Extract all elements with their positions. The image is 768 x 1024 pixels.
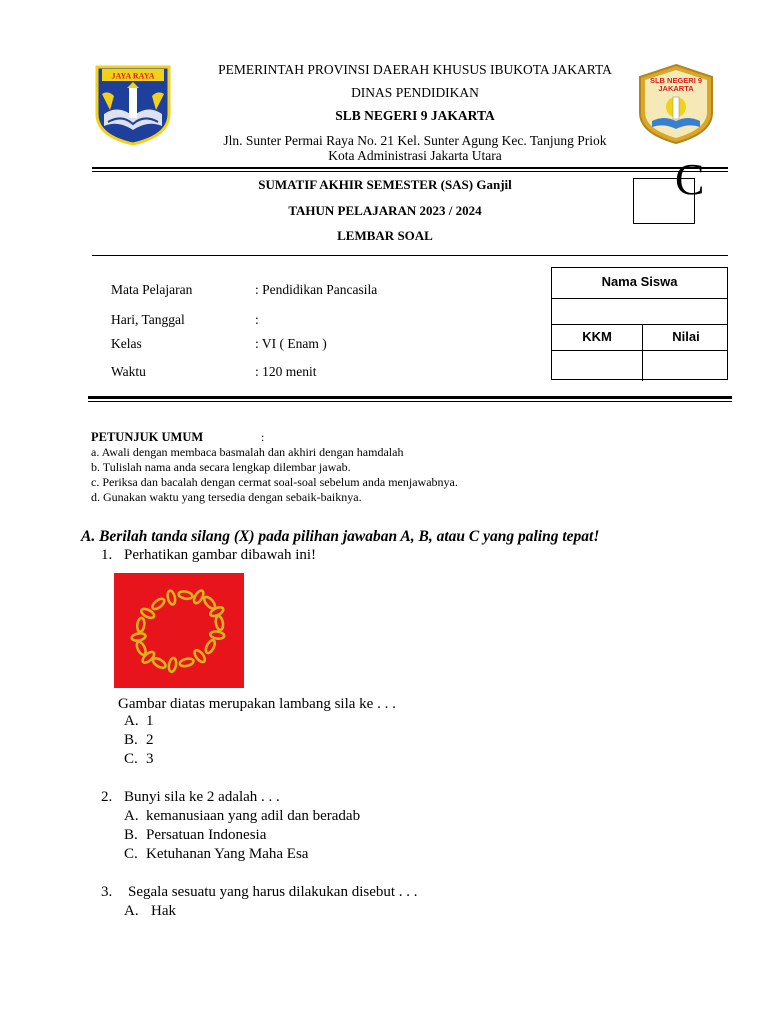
exam-title: SUMATIF AKHIR SEMESTER (SAS) Ganjil: [258, 177, 512, 192]
q2-option-c-text[interactable]: Ketuhanan Yang Maha Esa: [146, 846, 309, 862]
info-value-class: : VI ( Enam ): [255, 336, 327, 351]
school-title: SLB NEGERI 9 JAKARTA: [335, 108, 495, 123]
instruction-item-b: b. Tulislah nama anda secara lengkap dilembar jawab.: [91, 460, 351, 474]
q2-number: 2.: [101, 789, 113, 805]
exam-code: C: [675, 155, 705, 204]
instruction-item-a: a. Awali dengan membaca basmalah dan akhiri dengan hamdalah: [91, 445, 404, 459]
q2-option-c-letter[interactable]: C.: [124, 846, 138, 862]
q1-option-c-letter[interactable]: C.: [124, 751, 138, 767]
student-score-box: [551, 267, 728, 380]
q2-option-a-text[interactable]: kemanusiaan yang adil dan beradab: [146, 808, 361, 824]
instruction-item-c: c. Periksa dan bacalah dengan cermat soal-soal sebelum anda menjawabnya.: [91, 475, 458, 489]
chain-symbol-image: [114, 573, 244, 688]
q2-option-a-letter[interactable]: A.: [124, 808, 139, 824]
instruction-item-d: d. Gunakan waktu yang tersedia dengan sebaik-baiknya.: [91, 490, 362, 504]
school-city: Kota Administrasi Jakarta Utara: [328, 148, 502, 163]
q1-option-b-text[interactable]: 2: [146, 732, 154, 748]
instructions-title: PETUNJUK UMUM: [91, 430, 204, 444]
info-label-time: Waktu: [111, 364, 146, 379]
info-value-subject: : Pendidikan Pancasila: [255, 282, 378, 297]
info-divider-thin: [88, 401, 732, 402]
info-divider-thick: [88, 396, 732, 399]
exam-year: TAHUN PELAJARAN 2023 / 2024: [288, 203, 482, 218]
agency-title: DINAS PENDIDIKAN: [351, 85, 479, 100]
kkm-label: KKM: [582, 329, 612, 344]
q3-question: Segala sesuatu yang harus dilakukan disebut . . .: [128, 884, 418, 900]
info-value-date: :: [255, 312, 259, 327]
header-divider-thin: [92, 171, 728, 172]
info-value-time: : 120 menit: [255, 364, 317, 379]
jakarta-emblem-logo: [94, 64, 172, 146]
gov-title: PEMERINTAH PROVINSI DAERAH KHUSUS IBUKOTA JAKARTA: [218, 62, 612, 77]
info-label-class: Kelas: [111, 336, 142, 351]
q1-number: 1.: [101, 547, 113, 563]
q1-option-a-letter[interactable]: A.: [124, 713, 139, 729]
q2-option-b-text[interactable]: Persatuan Indonesia: [146, 827, 267, 843]
q1-option-b-letter[interactable]: B.: [124, 732, 138, 748]
score-label: Nilai: [672, 329, 700, 344]
school-address: Jln. Sunter Permai Raya No. 21 Kel. Sunter Agung Kec. Tanjung Priok: [223, 133, 607, 148]
info-label-date: Hari, Tanggal: [111, 312, 185, 327]
q2-option-b-letter[interactable]: B.: [124, 827, 138, 843]
student-name-field[interactable]: [552, 299, 727, 325]
section-a-title: A. Berilah tanda silang (X) pada pilihan jawaban A, B, atau C yang paling tepat!: [81, 528, 600, 545]
q1-option-c-text[interactable]: 3: [146, 751, 154, 767]
q3-option-a-letter[interactable]: A.: [124, 903, 139, 919]
info-label-subject: Mata Pelajaran: [111, 282, 193, 297]
q3-number: 3.: [101, 884, 113, 900]
q1-question: Gambar diatas merupakan lambang sila ke . . .: [118, 696, 396, 712]
q2-question: Bunyi sila ke 2 adalah . . .: [124, 789, 280, 805]
q3-option-a-text[interactable]: Hak: [151, 903, 176, 919]
title-divider: [92, 255, 728, 256]
header-divider-thick: [92, 167, 728, 169]
sheet-title: LEMBAR SOAL: [337, 228, 433, 243]
school-logo-text-2: JAKARTA: [658, 84, 694, 93]
school-logo-text-1: SLB NEGERI 9: [649, 76, 703, 85]
instructions-colon: :: [261, 430, 265, 444]
q1-prompt: Perhatikan gambar dibawah ini!: [124, 547, 317, 563]
q1-option-a-text[interactable]: 1: [146, 713, 154, 729]
jakarta-logo-text: JAYA RAYA: [111, 71, 155, 81]
student-name-label: Nama Siswa: [552, 268, 727, 299]
